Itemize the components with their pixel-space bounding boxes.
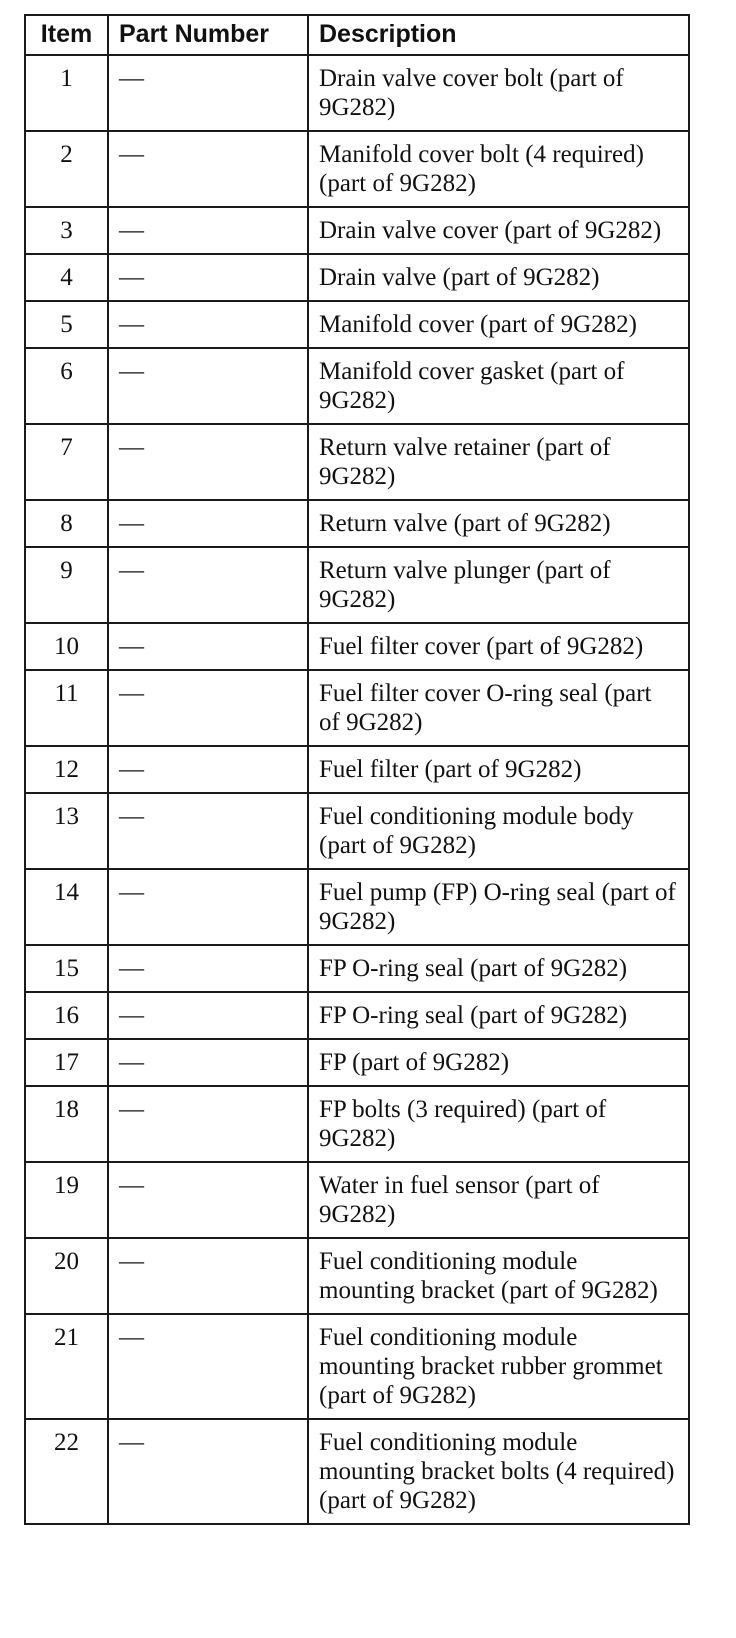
description-cell: Fuel filter (part of 9G282) bbox=[308, 746, 689, 793]
part-number-cell: — bbox=[108, 1238, 308, 1314]
part-number-cell: — bbox=[108, 348, 308, 424]
table-row bbox=[25, 869, 689, 945]
item-number-cell: 5 bbox=[25, 301, 108, 348]
description-cell: Manifold cover gasket (part of 9G282) bbox=[308, 348, 689, 424]
description-cell: Fuel conditioning module mounting bracket bolts (4 required) (part of 9G282) bbox=[308, 1419, 689, 1524]
description-cell: FP O-ring seal (part of 9G282) bbox=[308, 945, 689, 992]
part-number-cell: — bbox=[108, 1314, 308, 1419]
table-row bbox=[25, 945, 689, 992]
item-number-cell: 3 bbox=[25, 207, 108, 254]
part-number-cell: — bbox=[108, 301, 308, 348]
item-number-cell: 6 bbox=[25, 348, 108, 424]
table-row bbox=[25, 348, 689, 424]
table-row bbox=[25, 55, 689, 131]
part-number-cell: — bbox=[108, 746, 308, 793]
item-number-cell: 14 bbox=[25, 869, 108, 945]
description-cell: Fuel filter cover (part of 9G282) bbox=[308, 623, 689, 670]
part-number-cell: — bbox=[108, 131, 308, 207]
header-row bbox=[25, 15, 689, 55]
part-number-cell: — bbox=[108, 945, 308, 992]
item-number-cell: 12 bbox=[25, 746, 108, 793]
description-cell: Water in fuel sensor (part of 9G282) bbox=[308, 1162, 689, 1238]
description-cell: Drain valve cover (part of 9G282) bbox=[308, 207, 689, 254]
item-number-cell: 11 bbox=[25, 670, 108, 746]
table-row bbox=[25, 1314, 689, 1419]
table-row bbox=[25, 1162, 689, 1238]
table-row bbox=[25, 1419, 689, 1524]
description-cell: FP bolts (3 required) (part of 9G282) bbox=[308, 1086, 689, 1162]
item-number-cell: 15 bbox=[25, 945, 108, 992]
item-number-cell: 7 bbox=[25, 424, 108, 500]
part-number-cell: — bbox=[108, 500, 308, 547]
item-number-cell: 20 bbox=[25, 1238, 108, 1314]
description-cell: Drain valve (part of 9G282) bbox=[308, 254, 689, 301]
part-number-cell: — bbox=[108, 254, 308, 301]
item-number-cell: 4 bbox=[25, 254, 108, 301]
part-number-cell: — bbox=[108, 1419, 308, 1524]
part-number-cell: — bbox=[108, 1086, 308, 1162]
description-cell: Fuel conditioning module body (part of 9G282) bbox=[308, 793, 689, 869]
description-cell: Fuel conditioning module mounting bracket (part of 9G282) bbox=[308, 1238, 689, 1314]
part-number-cell: — bbox=[108, 1162, 308, 1238]
part-number-cell: — bbox=[108, 623, 308, 670]
item-number-cell: 1 bbox=[25, 55, 108, 131]
table-row bbox=[25, 1039, 689, 1086]
table-row bbox=[25, 500, 689, 547]
description-cell: Drain valve cover bolt (part of 9G282) bbox=[308, 55, 689, 131]
table-row bbox=[25, 670, 689, 746]
item-number-cell: 18 bbox=[25, 1086, 108, 1162]
description-cell: Return valve plunger (part of 9G282) bbox=[308, 547, 689, 623]
column-header-description: Description bbox=[308, 15, 689, 55]
part-number-cell: — bbox=[108, 424, 308, 500]
table-header bbox=[25, 15, 689, 55]
table-row bbox=[25, 746, 689, 793]
description-cell: Manifold cover (part of 9G282) bbox=[308, 301, 689, 348]
part-number-cell: — bbox=[108, 992, 308, 1039]
table-row bbox=[25, 254, 689, 301]
part-number-cell: — bbox=[108, 547, 308, 623]
description-cell: Return valve (part of 9G282) bbox=[308, 500, 689, 547]
table-row bbox=[25, 301, 689, 348]
item-number-cell: 9 bbox=[25, 547, 108, 623]
table-row bbox=[25, 1086, 689, 1162]
item-number-cell: 16 bbox=[25, 992, 108, 1039]
item-number-cell: 10 bbox=[25, 623, 108, 670]
table-row bbox=[25, 623, 689, 670]
part-number-cell: — bbox=[108, 55, 308, 131]
parts-table bbox=[24, 14, 690, 1525]
table-row bbox=[25, 207, 689, 254]
table-row bbox=[25, 424, 689, 500]
part-number-cell: — bbox=[108, 869, 308, 945]
description-cell: FP (part of 9G282) bbox=[308, 1039, 689, 1086]
description-cell: FP O-ring seal (part of 9G282) bbox=[308, 992, 689, 1039]
part-number-cell: — bbox=[108, 207, 308, 254]
item-number-cell: 21 bbox=[25, 1314, 108, 1419]
description-cell: Fuel conditioning module mounting bracket rubber grommet (part of 9G282) bbox=[308, 1314, 689, 1419]
description-cell: Fuel filter cover O-ring seal (part of 9G282) bbox=[308, 670, 689, 746]
description-cell: Manifold cover bolt (4 required) (part of 9G282) bbox=[308, 131, 689, 207]
table-row bbox=[25, 992, 689, 1039]
item-number-cell: 13 bbox=[25, 793, 108, 869]
description-cell: Fuel pump (FP) O-ring seal (part of 9G282) bbox=[308, 869, 689, 945]
part-number-cell: — bbox=[108, 670, 308, 746]
table-row bbox=[25, 547, 689, 623]
table-row bbox=[25, 131, 689, 207]
item-number-cell: 8 bbox=[25, 500, 108, 547]
table-row bbox=[25, 793, 689, 869]
column-header-item: Item bbox=[25, 15, 108, 55]
table-body bbox=[25, 55, 689, 1524]
item-number-cell: 17 bbox=[25, 1039, 108, 1086]
item-number-cell: 22 bbox=[25, 1419, 108, 1524]
column-header-part-number: Part Number bbox=[108, 15, 308, 55]
description-cell: Return valve retainer (part of 9G282) bbox=[308, 424, 689, 500]
part-number-cell: — bbox=[108, 793, 308, 869]
table-row bbox=[25, 1238, 689, 1314]
item-number-cell: 2 bbox=[25, 131, 108, 207]
part-number-cell: — bbox=[108, 1039, 308, 1086]
item-number-cell: 19 bbox=[25, 1162, 108, 1238]
